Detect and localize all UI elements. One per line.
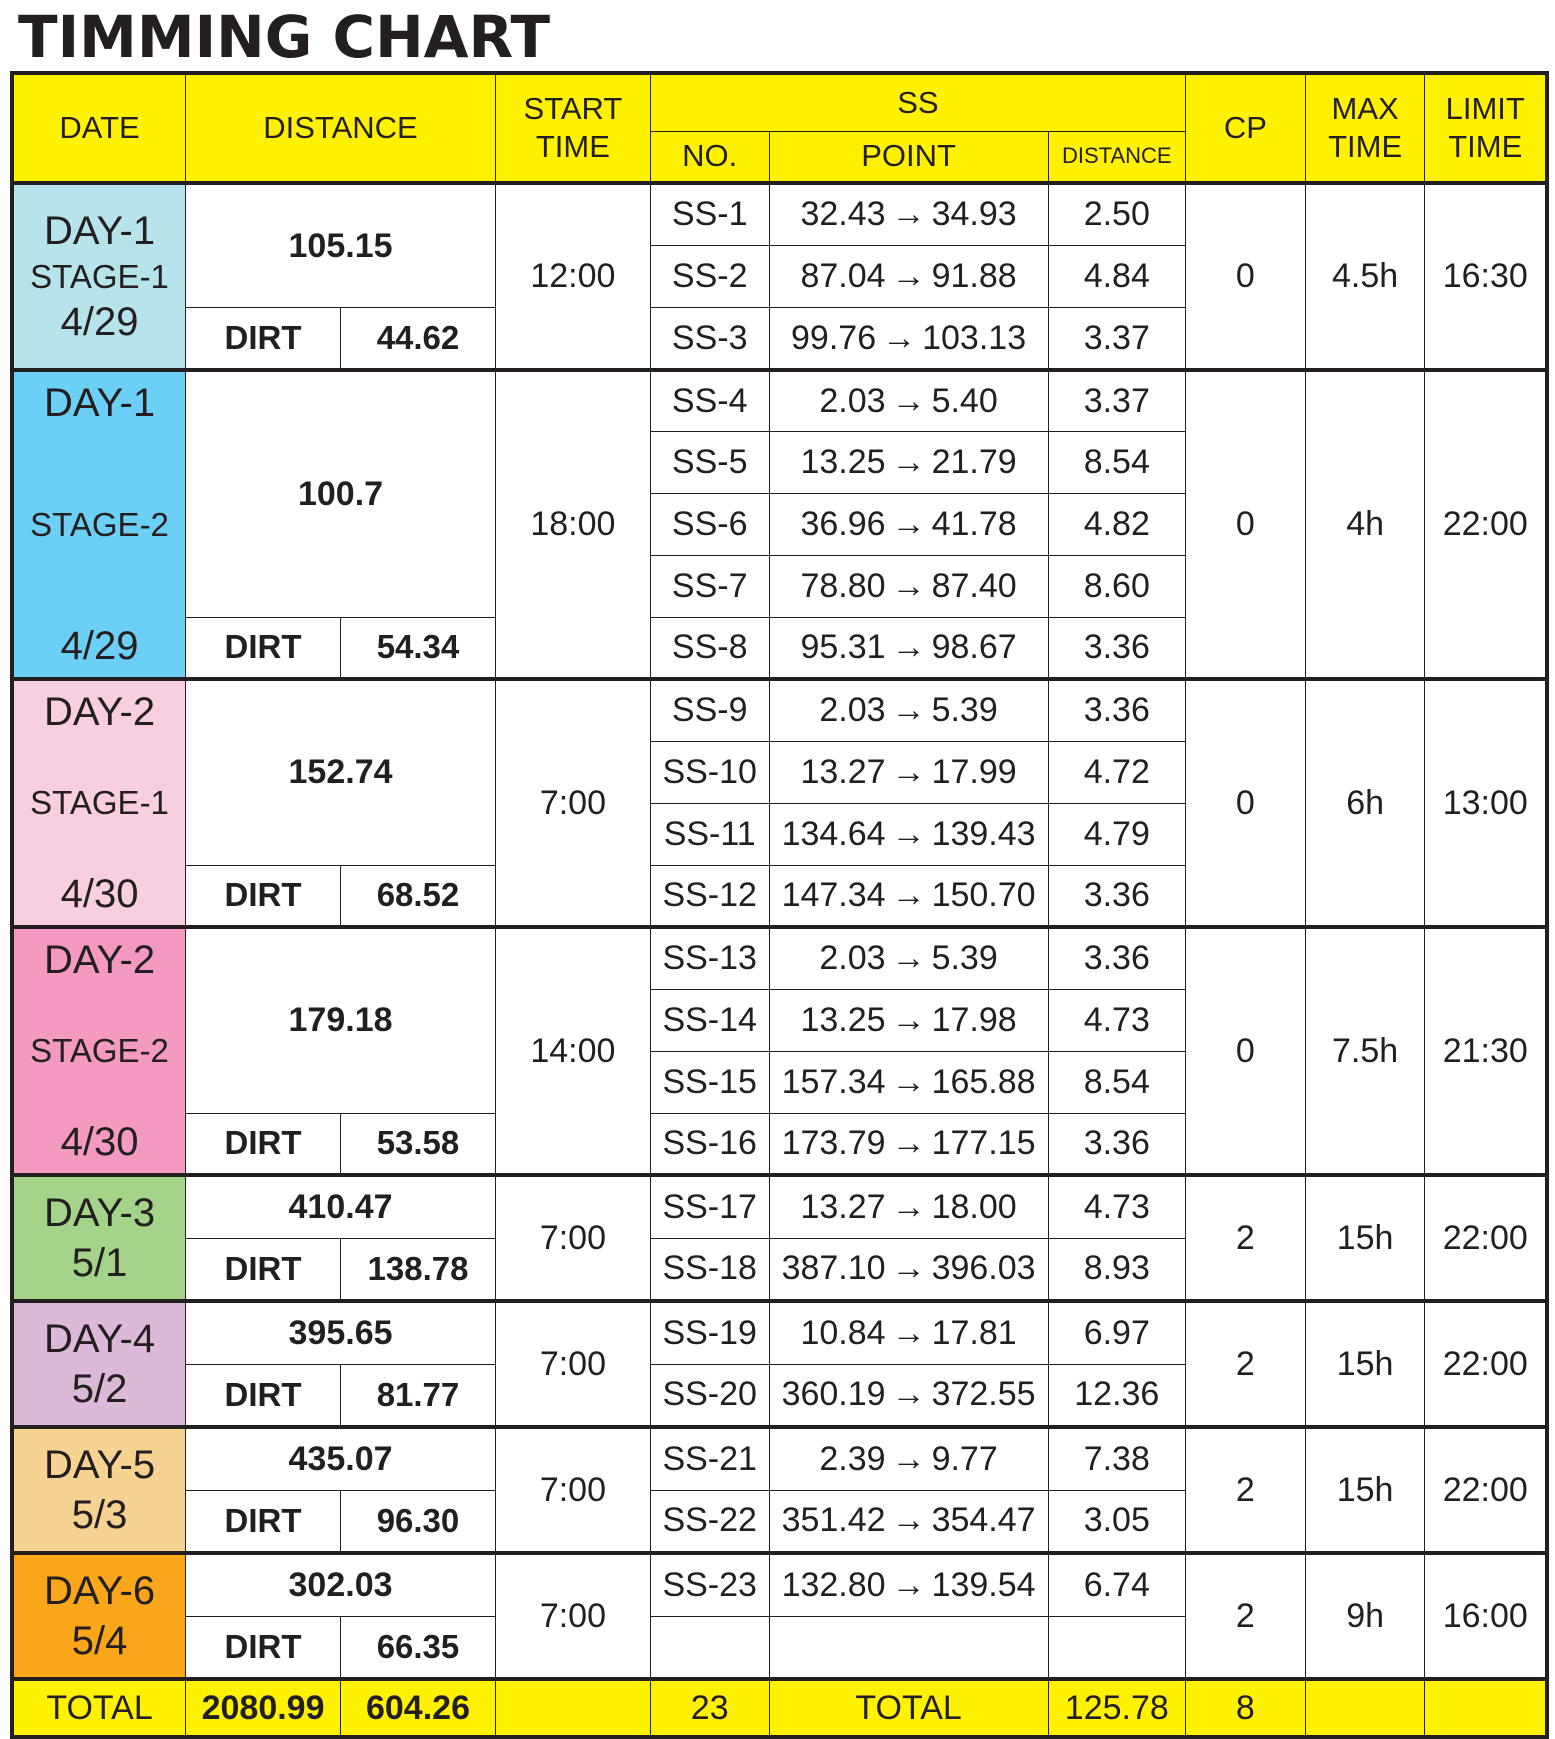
ss-point-from: 157.34 <box>781 1062 886 1101</box>
limit-time: 13:00 <box>1425 679 1547 927</box>
cp-count: 0 <box>1185 679 1305 927</box>
table-row <box>12 1427 1547 1490</box>
ss-distance: 4.73 <box>1048 989 1185 1051</box>
cp-count: 2 <box>1185 1301 1305 1427</box>
dirt-label: DIRT <box>186 1616 341 1679</box>
start-time: 18:00 <box>495 370 650 679</box>
ss-distance: 7.38 <box>1048 1427 1185 1490</box>
ss-point <box>769 1113 1048 1175</box>
stage-label: STAGE-2 <box>30 505 169 543</box>
ss-point-range <box>800 628 1016 667</box>
ss-point-from: 13.25 <box>800 1000 886 1039</box>
header-ss-no: NO. <box>650 131 769 183</box>
ss-point-to: 17.98 <box>931 1000 1017 1039</box>
dirt-label: DIRT <box>186 1490 341 1553</box>
ss-distance: 4.82 <box>1048 494 1185 556</box>
ss-point-to: 18.00 <box>931 1187 1017 1226</box>
ss-point-range <box>800 257 1016 296</box>
date-cell <box>12 370 186 679</box>
ss-point-to: 372.55 <box>931 1375 1036 1414</box>
day-label: DAY-4 <box>43 1317 156 1361</box>
ss-point-to: 103.13 <box>922 318 1027 357</box>
start-time: 14:00 <box>495 927 650 1175</box>
arrow-right-icon: → <box>891 382 926 421</box>
arrow-right-icon: → <box>891 504 926 543</box>
dirt-distance: 66.35 <box>341 1616 496 1679</box>
cp-count: 0 <box>1185 370 1305 679</box>
ss-point <box>769 927 1048 989</box>
ss-point-from: 173.79 <box>781 1123 886 1162</box>
ss-point-range <box>819 382 997 421</box>
date-cell <box>12 1301 186 1427</box>
ss-point-to: 41.78 <box>931 504 1017 543</box>
date-label: 5/3 <box>71 1493 128 1537</box>
ss-point-to: 91.88 <box>931 256 1017 295</box>
total-cp: 8 <box>1185 1679 1305 1737</box>
ss-point-range <box>782 1501 1036 1540</box>
total-label: TOTAL <box>12 1679 186 1737</box>
limit-time: 16:00 <box>1425 1553 1547 1679</box>
ss-point-from: 32.43 <box>800 195 886 234</box>
max-time: 15h <box>1305 1301 1425 1427</box>
start-time: 7:00 <box>495 679 650 927</box>
ss-distance: 3.36 <box>1048 927 1185 989</box>
arrow-right-icon: → <box>891 691 926 730</box>
ss-distance: 3.36 <box>1048 679 1185 741</box>
total-dirt: 604.26 <box>341 1679 496 1737</box>
timing-chart-table <box>10 71 1549 1739</box>
ss-number: SS-10 <box>650 741 769 803</box>
ss-point-range <box>800 195 1016 234</box>
arrow-right-icon: → <box>891 1249 926 1288</box>
day-label: DAY-2 <box>43 938 156 982</box>
header-max-time-line1: MAX <box>1331 91 1399 126</box>
ss-point <box>769 1616 1048 1679</box>
limit-time: 22:00 <box>1425 1427 1547 1553</box>
stage-distance: 410.47 <box>186 1175 496 1238</box>
arrow-right-icon: → <box>891 814 926 853</box>
ss-point-from: 147.34 <box>781 875 886 914</box>
ss-point-range <box>782 1566 1036 1605</box>
ss-point <box>769 1553 1048 1616</box>
ss-point-from: 13.27 <box>800 752 886 791</box>
limit-time: 16:30 <box>1425 183 1547 370</box>
ss-distance: 6.97 <box>1048 1301 1185 1364</box>
day-label: DAY-5 <box>43 1443 156 1487</box>
ss-number: SS-5 <box>650 432 769 494</box>
ss-point-to: 21.79 <box>931 443 1017 482</box>
ss-distance: 6.74 <box>1048 1553 1185 1616</box>
ss-number: SS-17 <box>650 1175 769 1238</box>
ss-point-range <box>782 1124 1036 1163</box>
dirt-label: DIRT <box>186 1113 341 1175</box>
ss-point <box>769 1364 1048 1427</box>
ss-number: SS-6 <box>650 494 769 556</box>
start-time: 7:00 <box>495 1175 650 1301</box>
ss-point-to: 5.40 <box>931 382 998 421</box>
arrow-right-icon: → <box>891 627 926 666</box>
ss-point-to: 396.03 <box>931 1249 1036 1288</box>
stage-distance: 179.18 <box>186 927 496 1113</box>
dirt-label: DIRT <box>186 308 341 370</box>
ss-point-to: 17.99 <box>931 752 1017 791</box>
header-limit-time-line1: LIMIT <box>1445 91 1525 126</box>
max-time: 9h <box>1305 1553 1425 1679</box>
ss-number: SS-11 <box>650 803 769 865</box>
max-time: 15h <box>1305 1175 1425 1301</box>
ss-point <box>769 494 1048 556</box>
arrow-right-icon: → <box>891 1439 926 1478</box>
ss-point-range <box>800 443 1016 482</box>
date-cell <box>12 679 186 927</box>
stage-label: STAGE-1 <box>30 257 169 295</box>
ss-number: SS-1 <box>650 183 769 245</box>
ss-point-range <box>800 753 1016 792</box>
cp-count: 2 <box>1185 1175 1305 1301</box>
ss-point-range <box>791 319 1026 358</box>
header-limit-time <box>1425 73 1547 183</box>
ss-number: SS-19 <box>650 1301 769 1364</box>
dirt-distance: 44.62 <box>341 308 496 370</box>
ss-point-range <box>800 1188 1016 1227</box>
page-title: TIMMING CHART <box>18 3 551 71</box>
ss-point <box>769 679 1048 741</box>
start-time: 7:00 <box>495 1427 650 1553</box>
header-ss-distance: DISTANCE <box>1048 131 1185 183</box>
table-row <box>12 370 1547 432</box>
arrow-right-icon: → <box>891 752 926 791</box>
dirt-label: DIRT <box>186 1364 341 1427</box>
ss-point-from: 36.96 <box>800 504 886 543</box>
ss-point-from: 387.10 <box>781 1249 886 1288</box>
ss-point-from: 2.39 <box>819 1439 886 1478</box>
ss-number: SS-4 <box>650 370 769 432</box>
header-date: DATE <box>12 73 186 183</box>
header-start-time <box>495 73 650 183</box>
date-stack <box>14 1555 185 1677</box>
ss-point-range <box>782 815 1036 854</box>
ss-point-range <box>782 1249 1036 1288</box>
ss-point-range <box>819 939 997 978</box>
ss-point-to: 177.15 <box>931 1123 1036 1162</box>
total-point-label: TOTAL <box>769 1679 1048 1737</box>
day-label: DAY-6 <box>43 1569 156 1613</box>
ss-number: SS-12 <box>650 865 769 927</box>
header-ss: SS <box>650 73 1185 131</box>
ss-point-from: 360.19 <box>781 1375 886 1414</box>
date-cell <box>12 1175 186 1301</box>
max-time: 15h <box>1305 1427 1425 1553</box>
ss-point-range <box>782 876 1036 915</box>
total-start-empty <box>495 1679 650 1737</box>
header-start-time-line2: TIME <box>535 129 610 164</box>
stage-label: STAGE-1 <box>30 784 169 822</box>
ss-number: SS-8 <box>650 617 769 679</box>
ss-point-from: 2.03 <box>819 939 886 978</box>
ss-distance: 8.54 <box>1048 432 1185 494</box>
stage-distance: 105.15 <box>186 183 496 308</box>
ss-distance: 8.60 <box>1048 555 1185 617</box>
total-limit-empty <box>1425 1679 1547 1737</box>
arrow-right-icon: → <box>882 318 917 357</box>
limit-time: 22:00 <box>1425 370 1547 679</box>
ss-point-to: 139.54 <box>931 1565 1036 1604</box>
arrow-right-icon: → <box>891 875 926 914</box>
ss-distance: 8.54 <box>1048 1051 1185 1113</box>
header-distance: DISTANCE <box>186 73 496 183</box>
table-row <box>12 1553 1547 1616</box>
limit-time: 22:00 <box>1425 1301 1547 1427</box>
day-label: DAY-1 <box>43 208 156 253</box>
ss-point-from: 78.80 <box>800 566 886 605</box>
ss-point-range <box>800 567 1016 606</box>
header-ss-point: POINT <box>769 131 1048 183</box>
arrow-right-icon: → <box>891 1187 926 1226</box>
start-time: 7:00 <box>495 1553 650 1679</box>
ss-point-to: 9.77 <box>931 1439 998 1478</box>
ss-point-range <box>800 505 1016 544</box>
ss-distance: 2.50 <box>1048 183 1185 245</box>
date-stack <box>14 929 185 1173</box>
ss-point-from: 95.31 <box>800 627 886 666</box>
ss-point-from: 13.25 <box>800 443 886 482</box>
total-ss-distance: 125.78 <box>1048 1679 1185 1737</box>
dirt-distance: 138.78 <box>341 1238 496 1301</box>
ss-number: SS-22 <box>650 1490 769 1553</box>
date-cell <box>12 927 186 1175</box>
ss-number: SS-15 <box>650 1051 769 1113</box>
ss-number: SS-16 <box>650 1113 769 1175</box>
dirt-distance: 53.58 <box>341 1113 496 1175</box>
table-row <box>12 927 1547 989</box>
ss-point <box>769 1490 1048 1553</box>
ss-distance: 4.84 <box>1048 245 1185 307</box>
arrow-right-icon: → <box>891 1501 926 1540</box>
ss-point <box>769 432 1048 494</box>
table-row <box>12 1301 1547 1364</box>
ss-point-to: 165.88 <box>931 1062 1036 1101</box>
ss-distance <box>1048 1616 1185 1679</box>
day-label: DAY-2 <box>43 690 156 734</box>
total-ss-count: 23 <box>650 1679 769 1737</box>
ss-distance: 4.73 <box>1048 1175 1185 1238</box>
ss-point <box>769 1175 1048 1238</box>
ss-number: SS-9 <box>650 679 769 741</box>
ss-point-from: 2.03 <box>819 691 886 730</box>
ss-point <box>769 308 1048 370</box>
ss-point-to: 17.81 <box>931 1313 1017 1352</box>
ss-number: SS-21 <box>650 1427 769 1490</box>
total-row <box>12 1679 1547 1737</box>
dirt-distance: 81.77 <box>341 1364 496 1427</box>
dirt-label: DIRT <box>186 617 341 679</box>
ss-point-range <box>819 1440 997 1479</box>
date-label: 4/30 <box>60 1120 139 1164</box>
ss-point <box>769 245 1048 307</box>
ss-distance: 3.37 <box>1048 308 1185 370</box>
ss-point-to: 150.70 <box>931 875 1036 914</box>
header-start-time-line1: START <box>523 91 623 126</box>
ss-point <box>769 1051 1048 1113</box>
cp-count: 0 <box>1185 183 1305 370</box>
header-cp: CP <box>1185 73 1305 183</box>
ss-distance: 3.36 <box>1048 865 1185 927</box>
ss-point-from: 87.04 <box>800 256 886 295</box>
ss-point-to: 354.47 <box>931 1501 1036 1540</box>
ss-point <box>769 617 1048 679</box>
ss-point-from: 99.76 <box>791 318 877 357</box>
ss-number: SS-18 <box>650 1238 769 1301</box>
ss-point <box>769 1427 1048 1490</box>
cp-count: 2 <box>1185 1553 1305 1679</box>
arrow-right-icon: → <box>891 1123 926 1162</box>
ss-point-to: 5.39 <box>931 691 998 730</box>
ss-number: SS-7 <box>650 555 769 617</box>
stage-label: STAGE-2 <box>30 1032 169 1070</box>
max-time: 7.5h <box>1305 927 1425 1175</box>
date-label: 4/30 <box>60 872 139 916</box>
dirt-label: DIRT <box>186 1238 341 1301</box>
ss-point-to: 98.67 <box>931 627 1017 666</box>
header-max-time <box>1305 73 1425 183</box>
ss-point <box>769 741 1048 803</box>
max-time: 6h <box>1305 679 1425 927</box>
arrow-right-icon: → <box>891 566 926 605</box>
ss-distance: 4.72 <box>1048 741 1185 803</box>
ss-point <box>769 1238 1048 1301</box>
arrow-right-icon: → <box>891 1375 926 1414</box>
date-cell <box>12 1427 186 1553</box>
dirt-label: DIRT <box>186 865 341 927</box>
ss-point-to: 87.40 <box>931 566 1017 605</box>
arrow-right-icon: → <box>891 1313 926 1352</box>
ss-number: SS-13 <box>650 927 769 989</box>
date-stack <box>14 1429 185 1551</box>
table-row <box>12 1175 1547 1238</box>
ss-point <box>769 370 1048 432</box>
ss-distance: 8.93 <box>1048 1238 1185 1301</box>
ss-point-from: 134.64 <box>781 814 886 853</box>
dirt-distance: 96.30 <box>341 1490 496 1553</box>
dirt-distance: 54.34 <box>341 617 496 679</box>
ss-number: SS-3 <box>650 308 769 370</box>
arrow-right-icon: → <box>891 443 926 482</box>
date-cell <box>12 1553 186 1679</box>
arrow-right-icon: → <box>891 939 926 978</box>
ss-distance: 3.36 <box>1048 617 1185 679</box>
stage-distance: 152.74 <box>186 679 496 865</box>
date-stack <box>14 1303 185 1425</box>
ss-point-to: 5.39 <box>931 939 998 978</box>
day-label: DAY-3 <box>43 1191 156 1235</box>
arrow-right-icon: → <box>891 1000 926 1039</box>
ss-number: SS-23 <box>650 1553 769 1616</box>
date-stack <box>14 372 185 677</box>
ss-point-range <box>819 691 997 730</box>
header-max-time-line2: TIME <box>1328 129 1403 164</box>
cp-count: 0 <box>1185 927 1305 1175</box>
ss-point <box>769 865 1048 927</box>
date-label: 4/29 <box>60 624 139 668</box>
table-row <box>12 183 1547 245</box>
ss-point-from: 132.80 <box>781 1565 886 1604</box>
total-distance: 2080.99 <box>186 1679 341 1737</box>
stage-distance: 100.7 <box>186 370 496 617</box>
ss-point-range <box>782 1375 1036 1414</box>
ss-point-from: 13.27 <box>800 1187 886 1226</box>
stage-distance: 302.03 <box>186 1553 496 1616</box>
arrow-right-icon: → <box>891 1565 926 1604</box>
date-label: 4/29 <box>60 300 139 345</box>
cp-count: 2 <box>1185 1427 1305 1553</box>
ss-number: SS-20 <box>650 1364 769 1427</box>
date-label: 5/4 <box>71 1619 128 1663</box>
ss-point <box>769 555 1048 617</box>
day-label: DAY-1 <box>43 381 156 425</box>
date-stack <box>14 1177 185 1299</box>
ss-point <box>769 1301 1048 1364</box>
max-time: 4h <box>1305 370 1425 679</box>
stage-distance: 395.65 <box>186 1301 496 1364</box>
stage-distance: 435.07 <box>186 1427 496 1490</box>
ss-number: SS-14 <box>650 989 769 1051</box>
table-row <box>12 679 1547 741</box>
header-limit-time-line2: TIME <box>1448 129 1523 164</box>
ss-point-from: 2.03 <box>819 382 886 421</box>
ss-point-to: 139.43 <box>931 814 1036 853</box>
ss-point <box>769 803 1048 865</box>
ss-point-to: 34.93 <box>931 195 1017 234</box>
date-label: 5/2 <box>71 1367 128 1411</box>
ss-distance: 3.37 <box>1048 370 1185 432</box>
total-max-empty <box>1305 1679 1425 1737</box>
ss-point-range <box>800 1314 1016 1353</box>
arrow-right-icon: → <box>891 256 926 295</box>
ss-point-from: 351.42 <box>781 1501 886 1540</box>
ss-distance: 3.36 <box>1048 1113 1185 1175</box>
ss-point <box>769 989 1048 1051</box>
arrow-right-icon: → <box>891 195 926 234</box>
ss-distance: 4.79 <box>1048 803 1185 865</box>
limit-time: 22:00 <box>1425 1175 1547 1301</box>
start-time: 12:00 <box>495 183 650 370</box>
arrow-right-icon: → <box>891 1062 926 1101</box>
date-cell <box>12 183 186 370</box>
dirt-distance: 68.52 <box>341 865 496 927</box>
ss-point <box>769 183 1048 245</box>
ss-distance: 3.05 <box>1048 1490 1185 1553</box>
ss-point-from: 10.84 <box>800 1313 886 1352</box>
limit-time: 21:30 <box>1425 927 1547 1175</box>
ss-number <box>650 1616 769 1679</box>
start-time: 7:00 <box>495 1301 650 1427</box>
ss-number: SS-2 <box>650 245 769 307</box>
max-time: 4.5h <box>1305 183 1425 370</box>
ss-distance: 12.36 <box>1048 1364 1185 1427</box>
ss-point-range <box>782 1063 1036 1102</box>
ss-point-range <box>800 1001 1016 1040</box>
date-stack <box>14 681 185 925</box>
date-label: 5/1 <box>71 1241 128 1285</box>
date-stack <box>14 185 185 368</box>
